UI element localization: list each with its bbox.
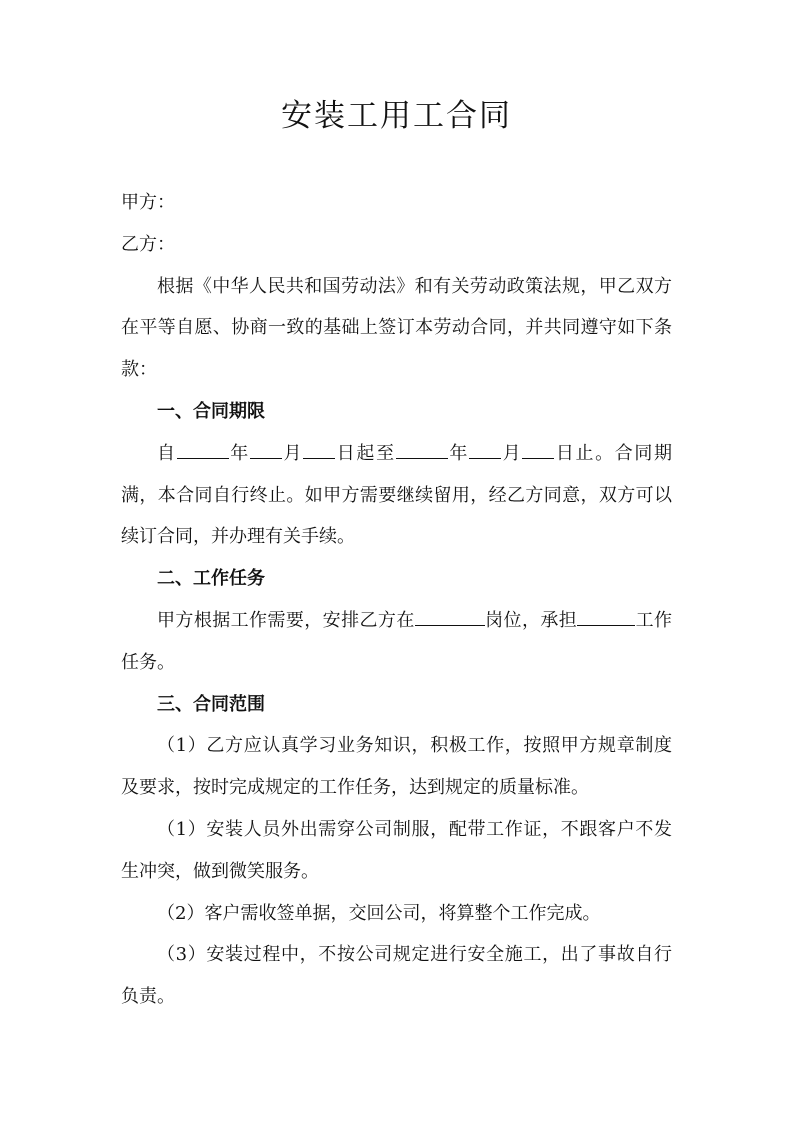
position-blank[interactable] xyxy=(415,606,485,626)
term-paragraph xyxy=(121,433,672,558)
start-day-blank[interactable] xyxy=(303,439,335,459)
end-day-blank[interactable] xyxy=(522,439,554,459)
section-heading-term: 一、合同期限 xyxy=(157,400,265,422)
document-title: 安装工用工合同 xyxy=(281,98,512,134)
scope-item: （3）安装过程中，不按公司规定进行安全施工，出了事故自行负责。 xyxy=(121,944,672,1008)
term-text-until: 日起至 xyxy=(335,442,396,464)
task-text-2: 岗位，承担 xyxy=(484,609,578,631)
scope-item: （1）乙方应认真学习业务知识，积极工作，按照甲方规章制度及要求，按时完成规定的工作任务，达到规定的质量标准。 xyxy=(121,735,672,799)
section-heading-task: 二、工作任务 xyxy=(157,568,265,590)
term-text-rest: 日止。合同期满，本合同自行终止。如甲方需要继续留用，经乙方同意，双方可以续订合同，并办理有关手续。 xyxy=(121,442,673,548)
task-text-1: 甲方根据工作需要，安排乙方在 xyxy=(157,609,415,631)
task-blank[interactable] xyxy=(577,606,635,626)
end-month-blank[interactable] xyxy=(469,439,501,459)
section-heading-scope: 三、合同范围 xyxy=(157,693,265,715)
start-year-blank[interactable] xyxy=(177,439,229,459)
term-text-month: 月 xyxy=(281,442,304,464)
intro-paragraph: 根据《中华人民共和国劳动法》和有关劳动政策法规，甲乙双方在平等自愿、协商一致的基础上签订本劳动合同，并共同遵守如下条款： xyxy=(121,275,672,381)
term-text-year: 年 xyxy=(228,442,250,464)
end-year-blank[interactable] xyxy=(396,439,448,459)
task-paragraph xyxy=(121,600,672,684)
party-a-line: 甲方： xyxy=(121,192,175,213)
party-b-line: 乙方： xyxy=(121,233,175,255)
document-body xyxy=(121,182,672,1018)
start-month-blank[interactable] xyxy=(250,439,282,459)
scope-item: （1）安装人员外出需穿公司制服，配带工作证，不跟客户不发生冲突，做到微笑服务。 xyxy=(121,818,672,882)
term-text-month-2: 月 xyxy=(500,442,523,464)
task-text-3: 工作任务。 xyxy=(121,609,673,673)
term-text-year-2: 年 xyxy=(447,442,469,464)
term-text-from: 自 xyxy=(157,442,177,464)
scope-item: （2）客户需收签单据，交回公司，将算整个工作完成。 xyxy=(157,902,601,924)
